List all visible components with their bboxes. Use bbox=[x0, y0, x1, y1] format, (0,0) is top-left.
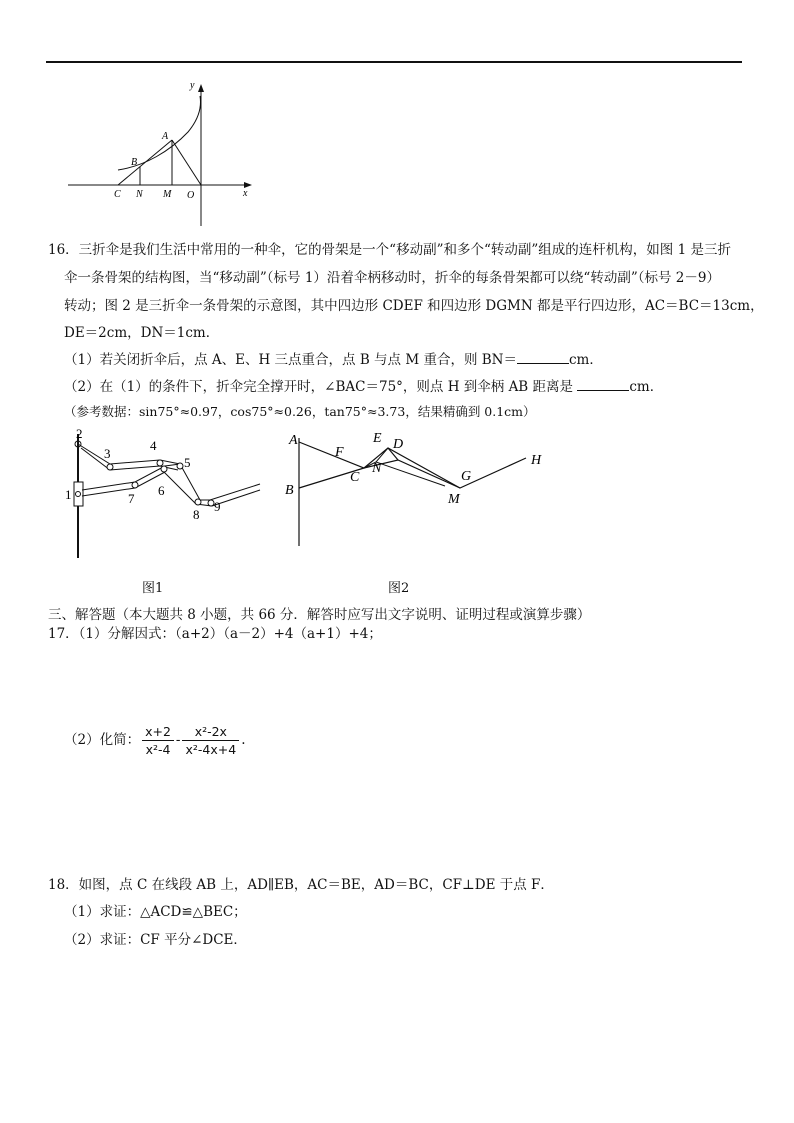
q16-part2-unit: cm． bbox=[629, 379, 664, 395]
q18-part1: （1）求证：△ACD≌△BEC； bbox=[64, 904, 247, 920]
section-3-heading: 三、解答题（本大题共 8 小题，共 66 分．解答时应写出文字说明、证明过程或演算步骤） bbox=[48, 607, 591, 623]
fraction-1-numerator: x+2 bbox=[142, 724, 174, 741]
label-x: x bbox=[243, 188, 248, 199]
q18-part2: （2）求证：CF 平分∠DCE． bbox=[64, 932, 247, 948]
fig2-label-H: H bbox=[531, 453, 542, 468]
q16-line2: 伞一条骨架的结构图，当“移动副”（标号 1）沿着伞柄移动时，折伞的每条骨架都可以绕“转动副”（标号 2－9） bbox=[64, 270, 720, 286]
fraction-1-denominator: x²-4 bbox=[145, 742, 171, 757]
figure-1-umbrella-structure bbox=[60, 424, 270, 564]
q17-part2 bbox=[64, 724, 245, 757]
fig2-label-C: C bbox=[350, 470, 360, 485]
answer-blank-2[interactable] bbox=[577, 378, 629, 391]
q16-line4: DE＝2cm，DN＝1cm． bbox=[64, 325, 220, 341]
coordinate-graph bbox=[60, 76, 260, 228]
fig1-label-5: 5 bbox=[184, 455, 191, 470]
fig1-label-7: 7 bbox=[128, 491, 135, 506]
q16-line1: 16．三折伞是我们生活中常用的一种伞，它的骨架是一个“移动副”和多个“转动副”组成的连杆机构，如图 1 是三折 bbox=[48, 242, 731, 258]
fig2-label-A: A bbox=[289, 433, 298, 448]
figure-1-caption: 图1 bbox=[142, 581, 164, 596]
fig1-label-2: 2 bbox=[76, 426, 83, 441]
label-B: B bbox=[131, 157, 138, 168]
label-C: C bbox=[114, 189, 121, 200]
q16-part2-text: （2）在（1）的条件下，折伞完全撑开时，∠BAC＝75°，则点 H 到伞柄 AB 距离是 bbox=[64, 379, 574, 395]
q16-part2 bbox=[64, 375, 663, 395]
label-O: O bbox=[187, 190, 195, 201]
q17-part2-prefix: （2）化简： bbox=[64, 732, 141, 748]
header-rule bbox=[46, 61, 742, 63]
fig2-label-B: B bbox=[285, 483, 294, 498]
q16-reference: （参考数据：sin75°≈0.97，cos75°≈0.26，tan75°≈3.73，结果精确到 0.1cm） bbox=[64, 404, 536, 419]
fraction-2-denominator: x²-4x+4 bbox=[185, 742, 237, 757]
fig2-label-N: N bbox=[372, 461, 382, 476]
minus-sign: - bbox=[175, 732, 181, 748]
q16-part1-text: （1）若关闭折伞后，点 A、E、H 三点重合，点 B 与点 M 重合，则 BN＝ bbox=[64, 352, 517, 368]
figure-2-umbrella-schematic bbox=[280, 424, 560, 554]
q18-stem: 18．如图，点 C 在线段 AB 上，AD∥EB，AC＝BE，AD＝BC，CF⊥DE 于点 F． bbox=[48, 877, 554, 893]
answer-blank-1[interactable] bbox=[517, 351, 569, 364]
label-A: A bbox=[162, 131, 169, 142]
q17-part1: 17．（1）分解因式：（a+2）（a－2）+4（a+1）+4； bbox=[48, 626, 382, 642]
fig2-label-G: G bbox=[461, 469, 472, 484]
label-N: N bbox=[136, 189, 143, 200]
q16-part1 bbox=[64, 348, 603, 368]
figure-2-caption: 图2 bbox=[388, 581, 410, 596]
fig2-label-F: F bbox=[335, 445, 344, 460]
q17-end: . bbox=[241, 732, 246, 748]
fig1-label-4: 4 bbox=[150, 438, 157, 453]
fig2-label-D: D bbox=[393, 437, 404, 452]
fig1-label-1: 1 bbox=[65, 487, 72, 502]
fig2-label-M: M bbox=[448, 492, 460, 507]
fig1-label-3: 3 bbox=[104, 446, 111, 461]
q16-line3: 转动；图 2 是三折伞一条骨架的示意图，其中四边形 CDEF 和四边形 DGMN 都是平行四边形，AC＝BC＝13cm， bbox=[64, 298, 764, 314]
q16-part1-unit: cm． bbox=[568, 352, 603, 368]
label-M: M bbox=[163, 189, 172, 200]
fig1-label-8: 8 bbox=[193, 507, 200, 522]
label-y: y bbox=[190, 80, 195, 91]
fig2-label-E: E bbox=[373, 431, 382, 446]
fraction-2-numerator: x²-2x bbox=[182, 724, 239, 741]
fig1-label-9: 9 bbox=[214, 499, 221, 514]
fig1-label-6: 6 bbox=[158, 483, 165, 498]
fraction-2 bbox=[182, 724, 239, 757]
fraction-1 bbox=[142, 724, 174, 757]
